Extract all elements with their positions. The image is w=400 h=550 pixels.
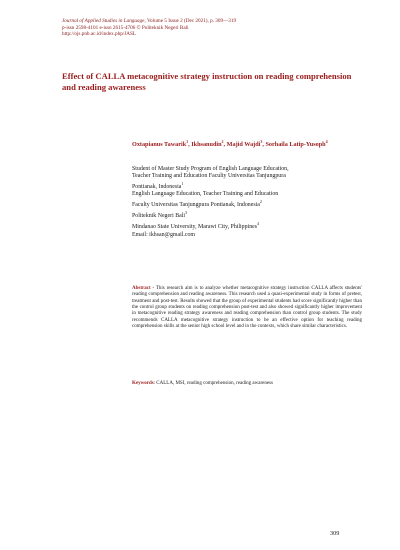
affiliation-line <box>132 173 364 180</box>
affiliation-mark: 1 <box>181 181 184 187</box>
affiliation-text: Student of Master Study Program of English Language Education, <box>132 166 289 172</box>
affiliation-block <box>132 166 364 239</box>
author-affiliation-mark: 2 <box>221 139 224 144</box>
affiliation-text: Faculty Universitas Tanjungpura Pontianak, Indonesia <box>132 202 260 209</box>
author-name: Sorhaila Latip-Yusoph <box>265 141 326 149</box>
journal-volume-info: Volume 5 Issue 2 (Dec 2021), p. 309—319 <box>145 18 237 24</box>
email-text[interactable]: Email: ikhsan@gmail.com <box>132 231 196 238</box>
affiliation-text: Teacher Training and Education Faculty Universitas Tanjungpura <box>132 173 286 180</box>
author-name: Majid Wajdi <box>226 141 261 149</box>
journal-issn: p-issn 2598-4101 e-issn 2615-4706 © Politeknik Negeri Bali <box>62 24 189 31</box>
abstract <box>132 286 362 330</box>
author-affiliation-mark: 4 <box>325 139 328 144</box>
affiliation-line <box>132 191 364 198</box>
author-affiliation-mark: 1 <box>186 139 189 144</box>
affiliation-text: English Language Education, Teacher Training and Education <box>132 191 279 198</box>
affiliation-text: Pontianak, Indonesia <box>132 184 182 191</box>
journal-header <box>62 18 362 38</box>
author-name: Oxtapianus Tawarik <box>132 141 187 149</box>
keywords-text: : CALLA, MSI, reading comprehension, reading awareness <box>153 381 273 386</box>
abstract-label: Abstract <box>132 286 151 291</box>
article-title: Effect of CALLA metacognitive strategy instruction on reading comprehension and reading awareness <box>62 71 352 92</box>
affiliation-line <box>132 220 364 231</box>
abstract-text: - This research aim is to analyze whether metacognitive strategy instruction CALLA affects students' reading comprehension and reading awareness. This research used a quasi-experimental study in forms of pretest, treatment and post-test. Results showed that the group of experimental students had score significantly higher than the control group students on reading comprehension post-test and also showed significantly higher improvement in metacognitive reading strategy awareness and reading comprehension than control group students. The study recommends CALLA metacognitive strategy instruction to be an effective option for teaching reading comprehension skills at the senior high school level and in the contexts, which share similar characteristics. <box>132 286 362 330</box>
journal-name: Journal of Applied Studies in Language, <box>62 18 146 24</box>
affiliation-line <box>132 198 364 209</box>
journal-url-link[interactable]: http://ojs.pnb.ac.id/index.php/JASL <box>62 31 137 38</box>
page-number: 309 <box>330 530 340 537</box>
affiliation-text: Politeknik Negeri Bali <box>132 213 186 220</box>
affiliation-mark: 2 <box>259 199 262 205</box>
affiliation-text: Mindanao State University, Marawi City, Philippines <box>132 224 258 231</box>
affiliation-line <box>132 166 364 173</box>
author-name: Ikhsanudin <box>191 141 222 149</box>
affiliation-line <box>132 180 364 191</box>
keywords-label: Keywords <box>132 381 154 386</box>
journal-citation-line <box>62 18 362 25</box>
keywords <box>132 381 362 387</box>
affiliation-email-line[interactable] <box>132 232 364 239</box>
affiliation-line <box>132 209 364 220</box>
author-affiliation-mark: 3 <box>260 139 263 144</box>
affiliation-mark: 3 <box>185 210 188 216</box>
affiliation-mark: 4 <box>257 221 260 227</box>
author-list: Oxtapianus Tawarik$^1$, Ikhsanudin$^2$, Majid Wajdi$^3$, Sorhaila Latip-Yusoph$^4$ <box>132 139 328 149</box>
